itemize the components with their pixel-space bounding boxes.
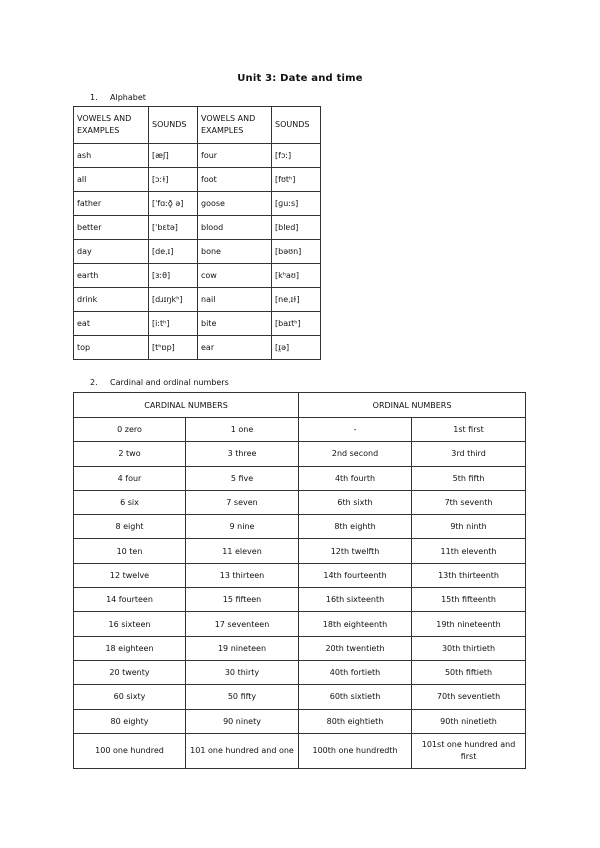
alphabet-row	[74, 336, 321, 360]
cardinal-cell: 101 one hundred and one	[186, 733, 299, 768]
numbers-row	[74, 612, 526, 636]
ordinal-cell: 80th eightieth	[299, 709, 412, 733]
cardinal-cell: 9 nine	[186, 515, 299, 539]
sound-cell: [neˌɪɫ]	[272, 288, 321, 312]
ordinal-cell: 15th fifteenth	[412, 588, 526, 612]
cardinal-cell: 17 seventeen	[186, 612, 299, 636]
ordinal-cell: 101st one hundred and first	[412, 733, 526, 768]
numbers-row	[74, 660, 526, 684]
sound-cell: [ɡuːs]	[272, 192, 321, 216]
ordinal-cell: 50th fiftieth	[412, 660, 526, 684]
vowel-example-cell: day	[74, 240, 149, 264]
ordinal-cell: 4th fourth	[299, 466, 412, 490]
ordinal-cell: 8th eighth	[299, 515, 412, 539]
header-cardinal: CARDINAL NUMBERS	[74, 393, 299, 418]
cardinal-cell: 19 nineteen	[186, 636, 299, 660]
ordinal-cell: 7th seventh	[412, 490, 526, 514]
vowel-example-cell: bite	[198, 312, 272, 336]
numbers-row	[74, 442, 526, 466]
numbers-row	[74, 418, 526, 442]
ordinal-cell: 16th sixteenth	[299, 588, 412, 612]
sound-cell: [tʰɒp]	[149, 336, 198, 360]
cardinal-cell: 80 eighty	[74, 709, 186, 733]
vowel-example-cell: earth	[74, 264, 149, 288]
vowel-example-cell: four	[198, 144, 272, 168]
sound-cell: [fɔː]	[272, 144, 321, 168]
vowel-example-cell: father	[74, 192, 149, 216]
cardinal-cell: 4 four	[74, 466, 186, 490]
cardinal-cell: 1 one	[186, 418, 299, 442]
cardinal-cell: 10 ten	[74, 539, 186, 563]
cardinal-cell: 5 five	[186, 466, 299, 490]
ordinal-cell: 5th fifth	[412, 466, 526, 490]
vowel-example-cell: top	[74, 336, 149, 360]
alphabet-row	[74, 168, 321, 192]
vowel-example-cell: blood	[198, 216, 272, 240]
ordinal-cell: 30th thirtieth	[412, 636, 526, 660]
numbers-row	[74, 490, 526, 514]
ordinal-cell: 40th fortieth	[299, 660, 412, 684]
ordinal-cell: 9th ninth	[412, 515, 526, 539]
section-1-title: Alphabet	[110, 93, 146, 102]
cardinal-cell: 11 eleven	[186, 539, 299, 563]
ordinal-cell: 20th twentieth	[299, 636, 412, 660]
numbers-row	[74, 588, 526, 612]
ordinal-cell: 19th nineteenth	[412, 612, 526, 636]
sound-cell: [ˈfɑːð̞ ə]	[149, 192, 198, 216]
cardinal-cell: 6 six	[74, 490, 186, 514]
sound-cell: [ɪ̯ə]	[272, 336, 321, 360]
sound-cell: [dɹɪŋkʰ]	[149, 288, 198, 312]
ordinal-cell: 2nd second	[299, 442, 412, 466]
numbers-row	[74, 685, 526, 709]
ordinal-cell: -	[299, 418, 412, 442]
ordinal-cell: 60th sixtieth	[299, 685, 412, 709]
cardinal-cell: 3 three	[186, 442, 299, 466]
cardinal-cell: 2 two	[74, 442, 186, 466]
ordinal-cell: 90th ninetieth	[412, 709, 526, 733]
cardinal-cell: 7 seven	[186, 490, 299, 514]
ordinal-cell: 3rd third	[412, 442, 526, 466]
vowel-example-cell: better	[74, 216, 149, 240]
numbers-row	[74, 563, 526, 587]
numbers-row	[74, 709, 526, 733]
sound-cell: [æʃ]	[149, 144, 198, 168]
alphabet-row	[74, 192, 321, 216]
cardinal-cell: 8 eight	[74, 515, 186, 539]
vowel-example-cell: drink	[74, 288, 149, 312]
alphabet-row	[74, 240, 321, 264]
vowel-example-cell: nail	[198, 288, 272, 312]
numbers-header-row	[74, 393, 526, 418]
sound-cell: [ˈbɛtə]	[149, 216, 198, 240]
vowel-example-cell: ear	[198, 336, 272, 360]
cardinal-cell: 20 twenty	[74, 660, 186, 684]
numbers-row	[74, 636, 526, 660]
numbers-table	[73, 392, 526, 769]
cardinal-cell: 16 sixteen	[74, 612, 186, 636]
ordinal-cell: 18th eighteenth	[299, 612, 412, 636]
sound-cell: [deˌɪ]	[149, 240, 198, 264]
numbers-row	[74, 539, 526, 563]
vowel-example-cell: cow	[198, 264, 272, 288]
header-vowels-2: VOWELS AND EXAMPLES	[198, 107, 272, 144]
sound-cell: [kʰaʊ]	[272, 264, 321, 288]
ordinal-cell: 13th thirteenth	[412, 563, 526, 587]
sound-cell: [iːtʰ]	[149, 312, 198, 336]
cardinal-cell: 13 thirteen	[186, 563, 299, 587]
section-1-number: 1.	[90, 93, 98, 102]
alphabet-row	[74, 144, 321, 168]
header-vowels-1: VOWELS AND EXAMPLES	[74, 107, 149, 144]
alphabet-table	[73, 106, 321, 360]
numbers-row	[74, 515, 526, 539]
cardinal-cell: 100 one hundred	[74, 733, 186, 768]
sound-cell: [ɔːɫ]	[149, 168, 198, 192]
cardinal-cell: 30 thirty	[186, 660, 299, 684]
sound-cell: [blɐd]	[272, 216, 321, 240]
vowel-example-cell: goose	[198, 192, 272, 216]
ordinal-cell: 70th seventieth	[412, 685, 526, 709]
vowel-example-cell: all	[74, 168, 149, 192]
alphabet-header-row	[74, 107, 321, 144]
ordinal-cell: 12th twelfth	[299, 539, 412, 563]
alphabet-row	[74, 288, 321, 312]
numbers-row	[74, 733, 526, 768]
section-2-number: 2.	[90, 378, 98, 387]
sound-cell: [baɪtʰ]	[272, 312, 321, 336]
cardinal-cell: 50 fifty	[186, 685, 299, 709]
cardinal-cell: 15 fifteen	[186, 588, 299, 612]
ordinal-cell: 11th eleventh	[412, 539, 526, 563]
cardinal-cell: 60 sixty	[74, 685, 186, 709]
ordinal-cell: 1st first	[412, 418, 526, 442]
vowel-example-cell: foot	[198, 168, 272, 192]
alphabet-row	[74, 264, 321, 288]
vowel-example-cell: ash	[74, 144, 149, 168]
cardinal-cell: 12 twelve	[74, 563, 186, 587]
header-sounds-2: SOUNDS	[272, 107, 321, 144]
section-2-heading	[90, 378, 229, 387]
cardinal-cell: 90 ninety	[186, 709, 299, 733]
ordinal-cell: 14th fourteenth	[299, 563, 412, 587]
alphabet-row	[74, 216, 321, 240]
cardinal-cell: 18 eighteen	[74, 636, 186, 660]
vowel-example-cell: eat	[74, 312, 149, 336]
alphabet-row	[74, 312, 321, 336]
section-1-heading	[90, 93, 146, 102]
ordinal-cell: 6th sixth	[299, 490, 412, 514]
numbers-row	[74, 466, 526, 490]
header-ordinal: ORDINAL NUMBERS	[299, 393, 526, 418]
section-2-title: Cardinal and ordinal numbers	[110, 378, 229, 387]
header-sounds-1: SOUNDS	[149, 107, 198, 144]
sound-cell: [bəʊn]	[272, 240, 321, 264]
sound-cell: [fʊtʰ]	[272, 168, 321, 192]
vowel-example-cell: bone	[198, 240, 272, 264]
ordinal-cell: 100th one hundredth	[299, 733, 412, 768]
page-title: Unit 3: Date and time	[237, 73, 363, 84]
sound-cell: [ɜːθ]	[149, 264, 198, 288]
cardinal-cell: 14 fourteen	[74, 588, 186, 612]
cardinal-cell: 0 zero	[74, 418, 186, 442]
